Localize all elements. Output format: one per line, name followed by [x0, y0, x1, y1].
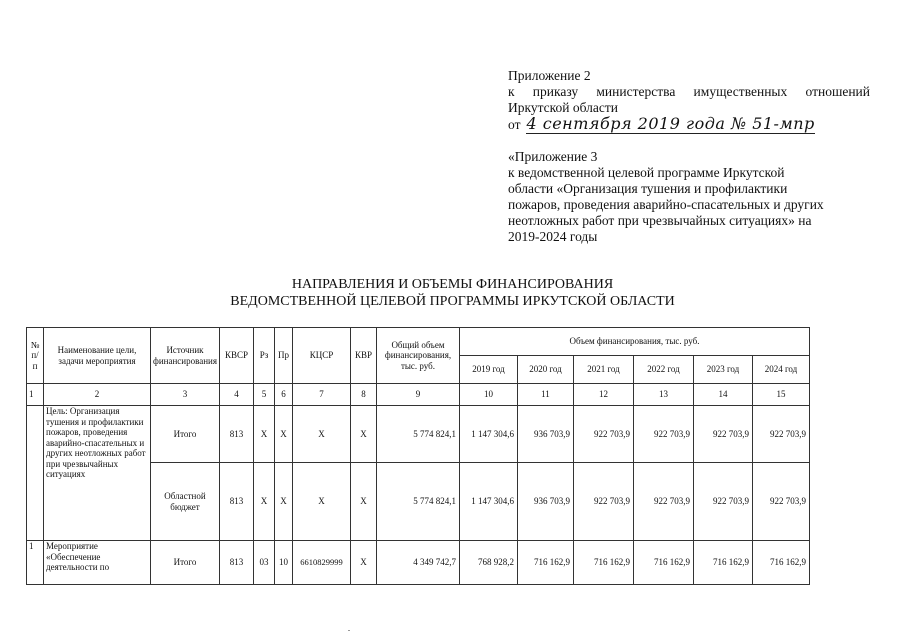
year-value-cell: 716 162,9 — [752, 541, 809, 585]
column-number-row — [27, 384, 810, 406]
appendix-line2: к приказу министерства имущественных отношений — [508, 84, 870, 99]
col-number: 1 — [27, 384, 44, 406]
from-label: от — [508, 117, 521, 132]
header-name: Наименование цели, задачи мероприятия — [44, 328, 151, 384]
program-ref-line2: к ведомственной целевой программе Иркутской — [508, 165, 785, 180]
table-row — [27, 541, 810, 585]
year-value-cell: 936 703,9 — [517, 406, 573, 463]
header-num: № п/п — [27, 328, 44, 384]
year-value-cell: 922 703,9 — [633, 406, 693, 463]
header-year: 2022 год — [633, 356, 693, 384]
header-year: 2019 год — [459, 356, 517, 384]
program-ref-line1: «Приложение 3 — [508, 149, 598, 164]
doc-title-line1: НАПРАВЛЕНИЯ И ОБЪЕМЫ ФИНАНСИРОВАНИЯ — [291, 277, 614, 292]
year-value-cell: 922 703,9 — [693, 406, 752, 463]
col-number: 3 — [151, 384, 220, 406]
kvr-cell: X — [350, 406, 376, 463]
source-cell: Итого — [151, 541, 220, 585]
header-kvr: КВР — [350, 328, 376, 384]
year-value-cell: 922 703,9 — [573, 406, 633, 463]
col-number: 15 — [752, 384, 809, 406]
header-rz: Рз — [253, 328, 274, 384]
pr-cell: X — [274, 463, 292, 541]
year-value-cell: 936 703,9 — [517, 463, 573, 541]
goal-num — [27, 406, 44, 541]
col-number: 14 — [693, 384, 752, 406]
year-value-cell: 922 703,9 — [573, 463, 633, 541]
kvsr-cell: 813 — [219, 463, 253, 541]
year-value-cell: 922 703,9 — [752, 406, 809, 463]
year-value-cell: 768 928,2 — [459, 541, 517, 585]
table-row — [27, 406, 810, 463]
kcsr-cell: 6610829999 — [292, 541, 350, 585]
header-volume: Объем финансирования, тыс. руб. — [459, 328, 809, 356]
pr-cell: 10 — [274, 541, 292, 585]
header-year: 2020 год — [517, 356, 573, 384]
year-value-cell: 716 162,9 — [693, 541, 752, 585]
kcsr-cell: X — [292, 406, 350, 463]
header-year: 2023 год — [693, 356, 752, 384]
scan-speck — [348, 630, 350, 631]
doc-title-line2: ВЕДОМСТВЕННОЙ ЦЕЛЕВОЙ ПРОГРАММЫ ИРКУТСКОЙ ОБЛАСТИ — [230, 294, 675, 309]
pr-cell: X — [274, 406, 292, 463]
measure-num: 1 — [27, 541, 44, 585]
col-number: 7 — [292, 384, 350, 406]
program-ref-line5: неотложных работ при чрезвычайных ситуациях» на — [508, 213, 812, 228]
measure-name: Мероприятие «Обеспечение деятельности по — [44, 541, 151, 585]
header-year: 2021 год — [573, 356, 633, 384]
header-total: Общий объем финансирования, тыс. руб. — [376, 328, 459, 384]
year-value-cell: 922 703,9 — [752, 463, 809, 541]
program-ref-line6: 2019-2024 годы — [508, 229, 598, 244]
rz-cell: X — [253, 463, 274, 541]
col-number: 13 — [633, 384, 693, 406]
col-number: 11 — [517, 384, 573, 406]
appendix-header — [508, 68, 870, 245]
col-number: 4 — [219, 384, 253, 406]
appendix-line3: Иркутской области — [508, 100, 619, 115]
header-kcsr: КЦСР — [292, 328, 350, 384]
kvsr-cell: 813 — [219, 541, 253, 585]
rz-cell: 03 — [253, 541, 274, 585]
kcsr-cell: X — [292, 463, 350, 541]
year-value-cell: 1 147 304,6 — [459, 463, 517, 541]
appendix-line1: Приложение 2 — [508, 68, 591, 83]
col-number: 10 — [459, 384, 517, 406]
year-value-cell: 716 162,9 — [573, 541, 633, 585]
goal-name: Цель: Организация тушения и профилактики пожаров, проведения аварийно-спасательных и других неотложных работ при чрезвычайных ситуациях — [44, 406, 151, 541]
program-ref-line4: пожаров, проведения аварийно-спасательных и других — [508, 197, 824, 212]
year-value-cell: 922 703,9 — [693, 463, 752, 541]
year-value-cell: 922 703,9 — [633, 463, 693, 541]
col-number: 6 — [274, 384, 292, 406]
kvr-cell: X — [350, 463, 376, 541]
kvsr-cell: 813 — [219, 406, 253, 463]
header-kvsr: КВСР — [219, 328, 253, 384]
source-cell: Итого — [151, 406, 220, 463]
col-number: 12 — [573, 384, 633, 406]
program-ref-line3: области «Организация тушения и профилактики — [508, 181, 788, 196]
year-value-cell: 1 147 304,6 — [459, 406, 517, 463]
col-number: 5 — [253, 384, 274, 406]
year-value-cell: 716 162,9 — [517, 541, 573, 585]
rz-cell: X — [253, 406, 274, 463]
total-cell: 5 774 824,1 — [376, 463, 459, 541]
year-value-cell: 716 162,9 — [633, 541, 693, 585]
appendix-date-line — [508, 116, 870, 133]
header-year: 2024 год — [752, 356, 809, 384]
kvr-cell: X — [350, 541, 376, 585]
handwritten-date: 4 сентября 2019 года № 51-мпр — [526, 114, 815, 133]
financing-table — [26, 327, 810, 585]
header-pr: Пр — [274, 328, 292, 384]
col-number: 2 — [44, 384, 151, 406]
total-cell: 4 349 742,7 — [376, 541, 459, 585]
header-source: Источник финансирования — [151, 328, 220, 384]
col-number: 8 — [350, 384, 376, 406]
total-cell: 5 774 824,1 — [376, 406, 459, 463]
source-cell: Областной бюджет — [151, 463, 220, 541]
col-number: 9 — [376, 384, 459, 406]
